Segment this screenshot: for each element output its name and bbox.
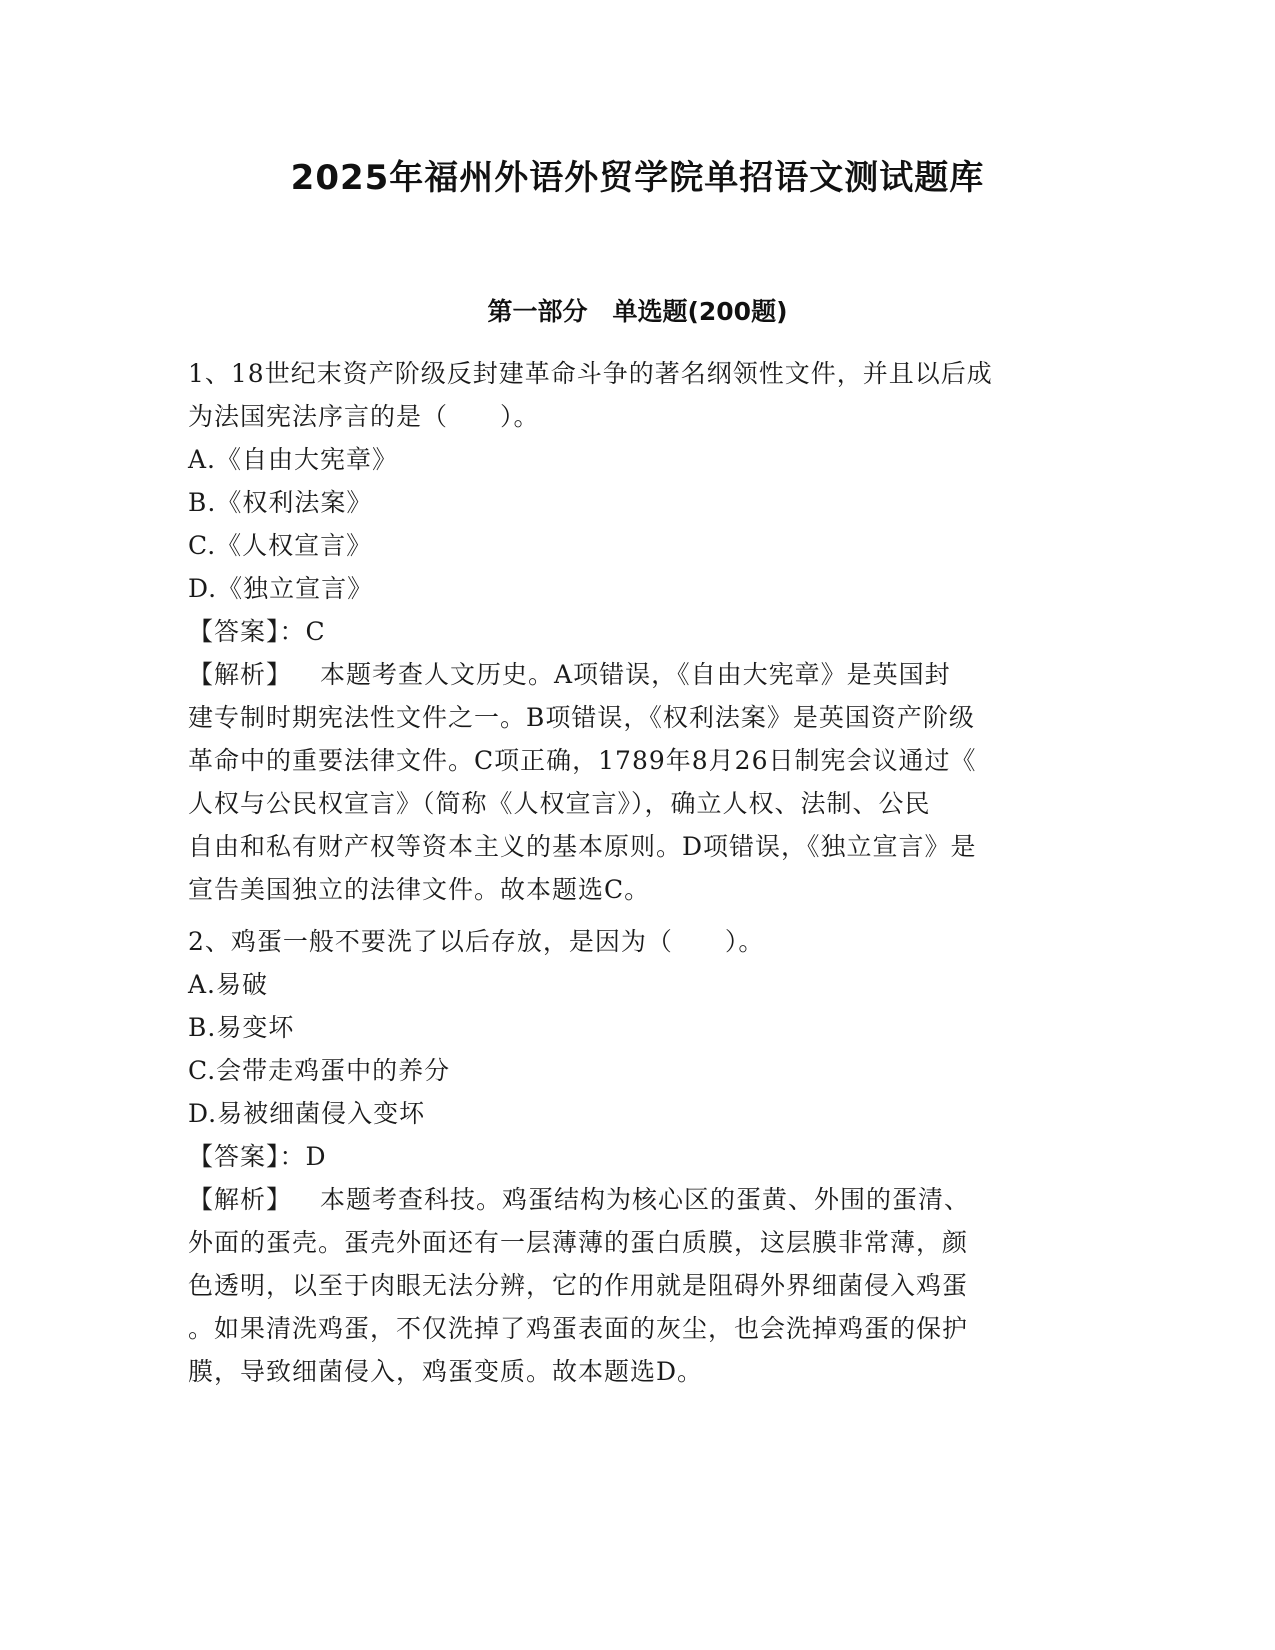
analysis-label: 【解析】 [188,1185,293,1214]
analysis-line: 膜，导致细菌侵入，鸡蛋变质。故本题选D。 [188,1357,704,1386]
analysis-line [188,653,1088,696]
section-title: 第一部分 单选题(200题) [487,297,788,326]
analysis-line: 建专制时期宪法性文件之一。B项错误，《权利法案》是英国资产阶级 [188,703,975,732]
question-list [188,352,1088,1393]
option-d: D.易被细菌侵入变坏 [188,1099,426,1128]
option-b: B.《权利法案》 [188,488,373,517]
option-d: D.《独立宣言》 [188,574,374,603]
analysis-text: 本题考查人文历史。A项错误，《自由大宪章》是英国封 [320,660,951,689]
option-c: C.会带走鸡蛋中的养分 [188,1056,451,1085]
analysis-line: 革命中的重要法律文件。C项正确，1789年8月26日制宪会议通过《 [188,746,977,775]
question-2 [188,920,1088,1393]
analysis-line [188,1178,1088,1221]
analysis-text: 本题考查科技。鸡蛋结构为核心区的蛋黄、外围的蛋清、 [320,1185,971,1214]
question-stem-line: 1、18世纪末资产阶级反封建革命斗争的著名纲领性文件，并且以后成 [188,359,993,388]
analysis-line: 宣告美国独立的法律文件。故本题选C。 [188,875,651,904]
option-b: B.易变坏 [188,1013,295,1042]
question-stem-line: 为法国宪法序言的是（ ）。 [188,402,540,431]
analysis-label: 【解析】 [188,660,293,689]
answer-line: 【答案】：D [188,1142,327,1171]
question-stem-line: 2、鸡蛋一般不要洗了以后存放，是因为（ ）。 [188,927,765,956]
answer-line: 【答案】：C [188,617,326,646]
option-a: A.易破 [188,970,269,999]
document-title: 2025年福州外语外贸学院单招语文测试题库 [290,158,985,198]
analysis-line: 色透明，以至于肉眼无法分辨，它的作用就是阻碍外界细菌侵入鸡蛋 [188,1271,969,1300]
question-1 [188,352,1088,911]
analysis-line: 。如果清洗鸡蛋，不仅洗掉了鸡蛋表面的灰尘，也会洗掉鸡蛋的保护 [188,1314,969,1343]
analysis-line: 人权与公民权宣言》（简称《人权宣言》），确立人权、法制、公民 [188,789,931,818]
analysis-line: 外面的蛋壳。蛋壳外面还有一层薄薄的蛋白质膜，这层膜非常薄，颜 [188,1228,969,1257]
option-c: C.《人权宣言》 [188,531,373,560]
analysis-line: 自由和私有财产权等资本主义的基本原则。D项错误，《独立宣言》是 [188,832,977,861]
option-a: A.《自由大宪章》 [188,445,399,474]
